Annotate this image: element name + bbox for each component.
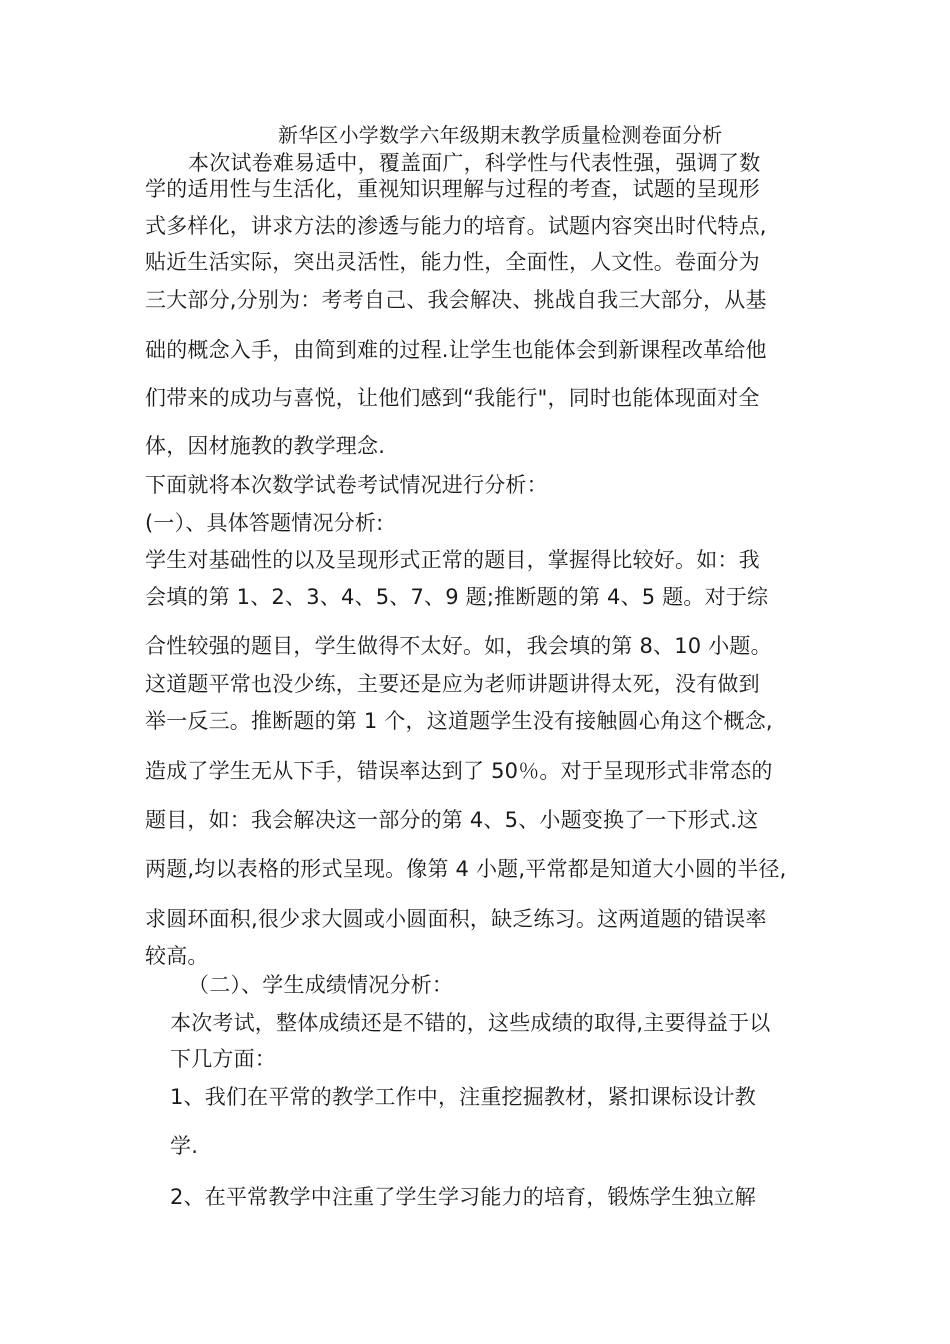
section-2-line-1: 本次考试，整体成绩还是不错的，这些成绩的取得,主要得益于以: [170, 1011, 771, 1035]
section-1-line-3: 合性较强的题目，学生做得不太好。如，我会填的第 8、10 小题。: [145, 634, 772, 658]
section-1-line-6: 造成了学生无从下手，错误率达到了 50％。对于呈现形式非常态的: [145, 759, 773, 783]
section-1-line-8: 两题,均以表格的形式呈现。像第 4 小题,平常都是知道大小圆的半径,: [145, 857, 787, 881]
section-1-line-7: 题目，如：我会解决这一部分的第 4、5、小题变换了一下形式.这: [145, 808, 759, 832]
intro-line-2: 学的适用性与生活化，重视知识理解与过程的考查，试题的呈现形: [145, 177, 760, 201]
section-1-line-4: 这道题平常也没少练，主要还是应为老师讲题讲得太死，没有做到: [145, 672, 760, 696]
intro-line-8: 体，因材施教的教学理念.: [145, 434, 386, 458]
section-1-line-2: 会填的第 1、2、3、4、5、7、9 题;推断题的第 4、5 题。对于综: [145, 585, 769, 609]
item-2-line-1: 2、在平常教学中注重了学生学习能力的培育，锻炼学生独立解: [170, 1185, 756, 1209]
section-1-line-10: 较高。: [145, 944, 209, 968]
section-1-line-9: 求圆环面积,很少求大圆或小圆面积，缺乏练习。这两道题的错误率: [145, 907, 767, 931]
section-2-line-2: 下几方面：: [170, 1047, 276, 1071]
analysis-lead-in: 下面就将本次数学试卷考试情况进行分析：: [145, 473, 548, 497]
item-1-line-1: 1、我们在平常的教学工作中，注重挖掘教材，紧扣课标设计教: [170, 1085, 756, 1109]
intro-line-4: 贴近生活实际，突出灵活性，能力性，全面性，人文性。卷面分为: [145, 250, 760, 274]
section-2-heading: （二）、学生成绩情况分析：: [188, 973, 454, 997]
section-1-line-1: 学生对基础性的以及呈现形式正常的题目，掌握得比较好。如：我: [145, 548, 760, 572]
section-1-heading: (一）、具体答题情况分析:: [145, 511, 384, 535]
intro-line-5: 三大部分,分别为：考考自己、我会解决、挑战自我三大部分，从基: [145, 288, 767, 312]
intro-line-1: 本次试卷难易适中，覆盖面广，科学性与代表性强，强调了数: [188, 151, 761, 175]
item-1-line-2: 学.: [170, 1134, 199, 1158]
section-1-line-5: 举一反三。推断题的第 1 个，这道题学生没有接触圆心角这个概念,: [145, 709, 773, 733]
intro-line-3: 式多样化，讲求方法的渗透与能力的培育。试题内容突出时代特点,: [145, 214, 767, 238]
intro-line-7: 们带来的成功与喜悦，让他们感到“我能行"，同时也能体现面对全: [145, 386, 760, 410]
intro-line-6: 础的概念入手，由简到难的过程.让学生也能体会到新课程改革给他: [145, 338, 767, 362]
document-title: 新华区小学数学六年级期末教学质量检测卷面分析: [278, 123, 723, 147]
